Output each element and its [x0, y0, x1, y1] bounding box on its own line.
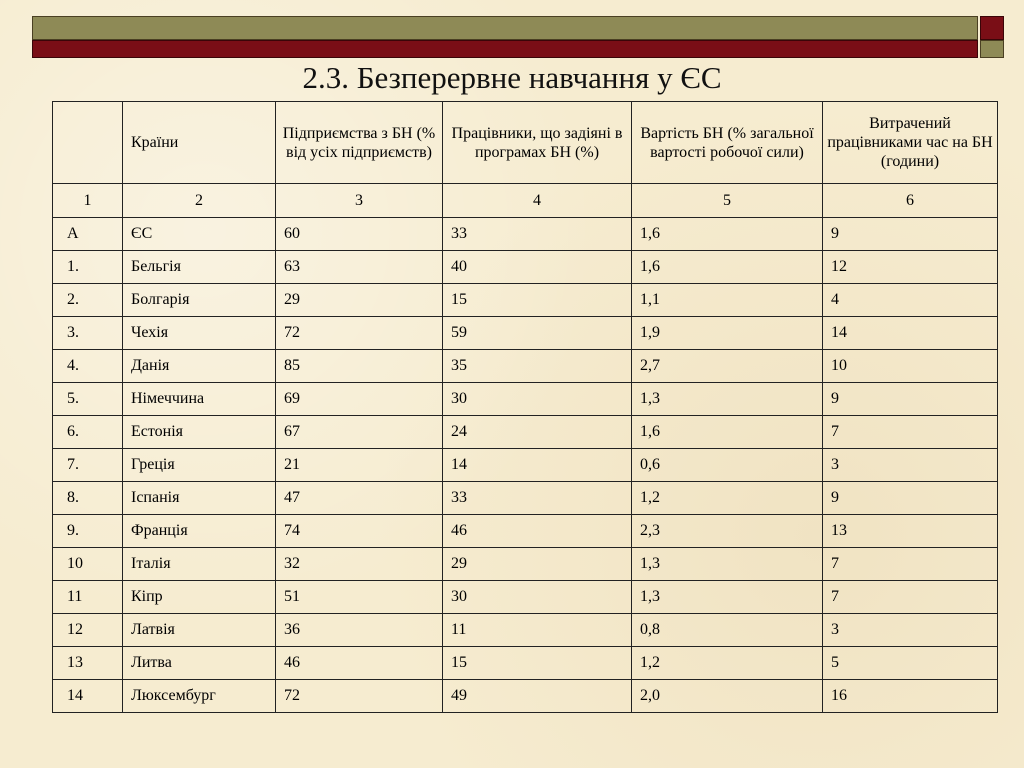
table-cell: Бельгія [123, 251, 276, 284]
table-cell: 0,6 [632, 449, 823, 482]
table-cell: 2. [53, 284, 123, 317]
table-cell: 51 [276, 581, 443, 614]
table-cell: 49 [443, 680, 632, 713]
data-table [52, 101, 998, 713]
column-number-cell: 5 [632, 184, 823, 218]
corner-square-olive [980, 40, 1004, 58]
table-cell: 24 [443, 416, 632, 449]
table-cell: 32 [276, 548, 443, 581]
table-row [53, 581, 998, 614]
table-cell: 11 [53, 581, 123, 614]
table-cell: 6. [53, 416, 123, 449]
table-cell: 46 [276, 647, 443, 680]
table-row [53, 218, 998, 251]
table-cell: Греція [123, 449, 276, 482]
table-cell: 16 [823, 680, 998, 713]
table-cell: 46 [443, 515, 632, 548]
table-cell: 12 [823, 251, 998, 284]
table-cell: 7 [823, 548, 998, 581]
table-cell: 13 [823, 515, 998, 548]
table-cell: 85 [276, 350, 443, 383]
table-row [53, 251, 998, 284]
table-row [53, 284, 998, 317]
table-cell: 7 [823, 581, 998, 614]
table-cell: 35 [443, 350, 632, 383]
table-cell: 15 [443, 284, 632, 317]
table-row [53, 416, 998, 449]
table-cell: 10 [53, 548, 123, 581]
table-cell: 14 [823, 317, 998, 350]
table-cell: 33 [443, 482, 632, 515]
table-cell: Франція [123, 515, 276, 548]
table-cell: 21 [276, 449, 443, 482]
header-cell: Витрачений працівниками час на БН (години) [823, 102, 998, 184]
table-cell: 29 [276, 284, 443, 317]
table-cell: 13 [53, 647, 123, 680]
column-number-cell: 2 [123, 184, 276, 218]
table-cell: ЄС [123, 218, 276, 251]
table-cell: Литва [123, 647, 276, 680]
table-cell: 1,6 [632, 218, 823, 251]
table-row [53, 647, 998, 680]
table-cell: 1,6 [632, 416, 823, 449]
table-row [53, 614, 998, 647]
table-cell: 7 [823, 416, 998, 449]
table-cell: 1,2 [632, 482, 823, 515]
table-cell: А [53, 218, 123, 251]
table-cell: 14 [443, 449, 632, 482]
table-cell: Італія [123, 548, 276, 581]
table-cell: Данія [123, 350, 276, 383]
table-cell: Іспанія [123, 482, 276, 515]
table-body [53, 218, 998, 713]
table-cell: Естонія [123, 416, 276, 449]
table-cell: 1,9 [632, 317, 823, 350]
table-cell: 3 [823, 614, 998, 647]
table-cell: 3 [823, 449, 998, 482]
column-number-cell: 6 [823, 184, 998, 218]
table-cell: 36 [276, 614, 443, 647]
table-cell: 4 [823, 284, 998, 317]
table-cell: Люксембург [123, 680, 276, 713]
table-cell: 72 [276, 317, 443, 350]
table-cell: 30 [443, 383, 632, 416]
table-cell: 7. [53, 449, 123, 482]
table-row [53, 449, 998, 482]
table-cell: 2,0 [632, 680, 823, 713]
corner-square-red [980, 16, 1004, 40]
table-row [53, 383, 998, 416]
table-cell: 15 [443, 647, 632, 680]
table-cell: 60 [276, 218, 443, 251]
table-row [53, 548, 998, 581]
table-cell: 29 [443, 548, 632, 581]
table-cell: 33 [443, 218, 632, 251]
table-cell: 1,3 [632, 383, 823, 416]
table-row [53, 515, 998, 548]
header-cell: Працівники, що задіяні в програмах БН (%) [443, 102, 632, 184]
table-cell: 9 [823, 218, 998, 251]
slide-title: 2.3. Безперервне навчання у ЄС [302, 60, 722, 95]
column-number-cell: 3 [276, 184, 443, 218]
table-cell: 30 [443, 581, 632, 614]
table-cell: 1,2 [632, 647, 823, 680]
table-cell: 4. [53, 350, 123, 383]
table-cell: 2,3 [632, 515, 823, 548]
table-cell: 9 [823, 482, 998, 515]
table-cell: 0,8 [632, 614, 823, 647]
table-cell: 5. [53, 383, 123, 416]
header-bar-olive [32, 16, 978, 40]
table-row [53, 680, 998, 713]
table-cell: 63 [276, 251, 443, 284]
table-cell: 5 [823, 647, 998, 680]
header-bar-red [32, 40, 978, 58]
header-cell: Підприємства з БН (% від усіх підприємств) [276, 102, 443, 184]
header-row [53, 102, 998, 184]
table-cell: 9 [823, 383, 998, 416]
table-cell: 10 [823, 350, 998, 383]
table-row [53, 317, 998, 350]
table-cell: 1,3 [632, 548, 823, 581]
column-number-cell: 4 [443, 184, 632, 218]
table-cell: 59 [443, 317, 632, 350]
table-cell: 47 [276, 482, 443, 515]
table-cell: Чехія [123, 317, 276, 350]
table-cell: 72 [276, 680, 443, 713]
table-cell: 1,1 [632, 284, 823, 317]
table-cell: 69 [276, 383, 443, 416]
table-cell: Німеччина [123, 383, 276, 416]
table-row [53, 482, 998, 515]
table-cell: 1. [53, 251, 123, 284]
table-cell: Кіпр [123, 581, 276, 614]
table-cell: 40 [443, 251, 632, 284]
header-cell: Вартість БН (% загальної вартості робочої сили) [632, 102, 823, 184]
table-cell: 74 [276, 515, 443, 548]
table-cell: 2,7 [632, 350, 823, 383]
table-cell: 9. [53, 515, 123, 548]
table-cell: 67 [276, 416, 443, 449]
table-row [53, 350, 998, 383]
column-number-cell: 1 [53, 184, 123, 218]
column-number-row [53, 184, 998, 218]
table-cell: 1,3 [632, 581, 823, 614]
header-cell [53, 102, 123, 184]
table-cell: Латвія [123, 614, 276, 647]
table-cell: Болгарія [123, 284, 276, 317]
table-cell: 11 [443, 614, 632, 647]
header-cell: Країни [123, 102, 276, 184]
table-cell: 8. [53, 482, 123, 515]
table-cell: 3. [53, 317, 123, 350]
table-cell: 1,6 [632, 251, 823, 284]
table-cell: 12 [53, 614, 123, 647]
table-cell: 14 [53, 680, 123, 713]
